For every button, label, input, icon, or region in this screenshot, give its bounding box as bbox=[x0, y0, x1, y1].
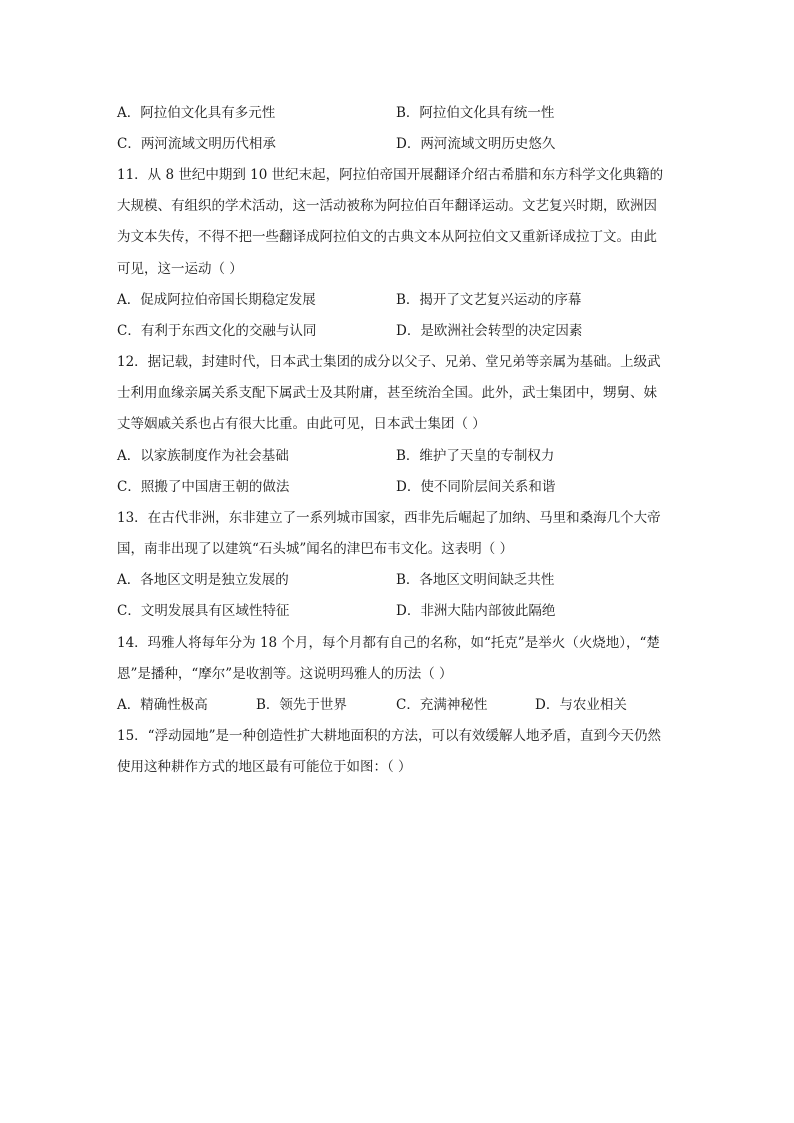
q10-option-b: B．阿拉伯文化具有统一性 bbox=[396, 105, 555, 121]
q12-options-row1 bbox=[117, 446, 677, 466]
q12-option-d: D．使不同阶层间关系和谐 bbox=[396, 479, 556, 495]
q12-option-c: C．照搬了中国唐王朝的做法 bbox=[117, 479, 290, 495]
q12-stem-line1: 12．据记载，封建时代，日本武士集团的成分以父子、兄弟、堂兄弟等亲属为基础。上级武 bbox=[117, 354, 661, 370]
q14-option-a: A．精确性极高 bbox=[117, 697, 208, 713]
q14-stem-line2: 恩”是播种，“摩尔”是收割等。这说明玛雅人的历法（ ） bbox=[117, 666, 453, 682]
q13-option-d: D．非洲大陆内部彼此隔绝 bbox=[396, 603, 556, 619]
q13-stem-line1: 13．在古代非洲，东非建立了一系列城市国家，西非先后崛起了加纳、马里和桑海几个大帝 bbox=[117, 510, 661, 526]
q11-options-row2 bbox=[117, 321, 677, 341]
q11-option-c: C．有利于东西文化的交融与认同 bbox=[117, 323, 317, 339]
q13-options-row2 bbox=[117, 601, 677, 621]
q11-stem-line4: 可见，这一运动（ ） bbox=[117, 261, 243, 277]
q11-option-b: B．揭开了文艺复兴运动的序幕 bbox=[396, 292, 582, 308]
q12-stem-line2: 士利用血缘亲属关系支配下属武士及其附庸，甚至统治全国。此外，武士集团中，甥舅、妹 bbox=[117, 385, 657, 401]
q13-option-a: A．各地区文明是独立发展的 bbox=[117, 572, 289, 588]
q10-option-d: D．两河流域文明历史悠久 bbox=[396, 136, 556, 152]
q11-stem-line2: 大规模、有组织的学术活动，这一活动被称为阿拉伯百年翻译运动。文艺复兴时期，欧洲因 bbox=[117, 198, 657, 214]
q13-stem-line2: 国，南非出现了以建筑“石头城”闻名的津巴布韦文化。这表明（ ） bbox=[117, 541, 514, 557]
q13-option-b: B．各地区文明间缺乏共性 bbox=[396, 572, 555, 588]
q10-option-c: C．两河流域文明历代相承 bbox=[117, 136, 276, 152]
q10-options-row2 bbox=[117, 134, 677, 154]
q14-stem-line1: 14．玛雅人将每年分为 18 个月，每个月都有自己的名称，如“托克”是举火（火烧地），“楚 bbox=[117, 635, 660, 651]
q12-options-row2 bbox=[117, 477, 677, 497]
q11-option-a: A．促成阿拉伯帝国长期稳定发展 bbox=[117, 292, 316, 308]
q11-stem-line3: 为文本失传，不得不把一些翻译成阿拉伯文的古典文本从阿拉伯文又重新译成拉丁文。由此 bbox=[117, 229, 657, 245]
q12-option-a: A．以家族制度作为社会基础 bbox=[117, 448, 289, 464]
q15-stem-line1: 15．“浮动园地”是一种创造性扩大耕地面积的方法，可以有效缓解人地矛盾，直到今天仍然 bbox=[117, 728, 661, 744]
q14-option-d: D．与农业相关 bbox=[535, 697, 627, 713]
q13-options-row1 bbox=[117, 570, 677, 590]
q11-option-d: D．是欧洲社会转型的决定因素 bbox=[396, 323, 583, 339]
q10-options-row1 bbox=[117, 103, 677, 123]
q14-option-c: C．充满神秘性 bbox=[396, 697, 488, 713]
q11-stem-line1: 11．从 8 世纪中期到 10 世纪末起，阿拉伯帝国开展翻译介绍古希腊和东方科学文化典籍的 bbox=[117, 167, 664, 183]
q13-option-c: C．文明发展具有区域性特征 bbox=[117, 603, 290, 619]
q12-stem-line3: 丈等姻戚关系也占有很大比重。由此可见，日本武士集团（ ） bbox=[117, 416, 486, 432]
q15-stem-line2: 使用这种耕作方式的地区最有可能位于如图：（ ） bbox=[117, 759, 412, 775]
q14-option-b: B．领先于世界 bbox=[256, 697, 347, 713]
q12-option-b: B．维护了天皇的专制权力 bbox=[396, 448, 555, 464]
q11-options-row1 bbox=[117, 290, 677, 310]
q10-option-a: A．阿拉伯文化具有多元性 bbox=[117, 105, 276, 121]
